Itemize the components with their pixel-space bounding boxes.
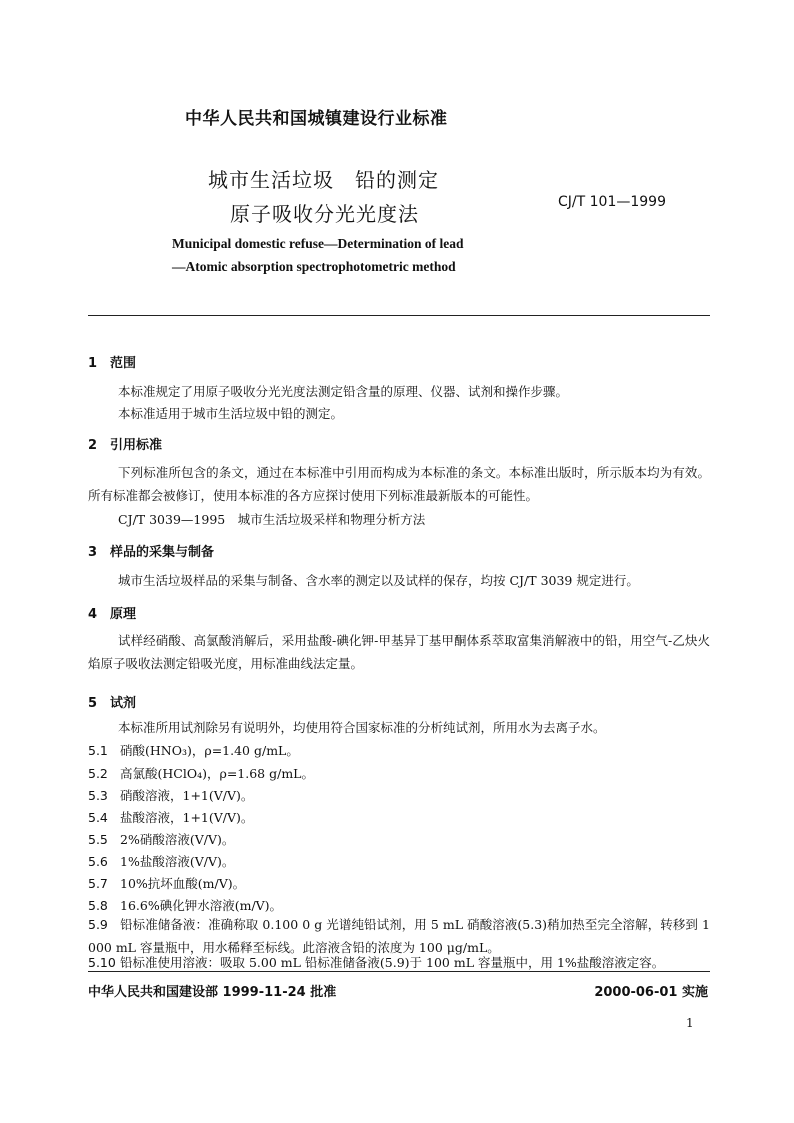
implementation-date: 2000-06-01 实施: [594, 985, 708, 1000]
reagent-number: 5.4: [88, 810, 108, 825]
section-number: 2: [88, 438, 98, 453]
section-heading-2: [88, 434, 162, 453]
reagent-number: 5.10: [88, 955, 116, 970]
reagent-item: [88, 830, 234, 848]
section-title: 引用标准: [110, 438, 163, 453]
section-title: 原理: [110, 607, 137, 622]
reagent-number: 5.9: [88, 917, 108, 932]
reagent-text: 盐酸溶液，1+1(V/V)。: [120, 810, 254, 825]
english-title-line-1: Municipal domestic refuse—Determination of lead: [172, 236, 464, 251]
title-line-1: 城市生活垃圾 铅的测定: [208, 168, 439, 192]
section-5-paragraph: 本标准所用试剂除另有说明外，均使用符合国家标准的分析纯试剂，所用水为去离子水。: [118, 720, 606, 735]
reagent-item: [88, 852, 234, 870]
reagent-text: 硝酸(HNO₃)，ρ=1.40 g/mL。: [120, 743, 299, 758]
footer-divider: [88, 971, 710, 972]
section-2-paragraph: 下列标准所包含的条文，通过在本标准中引用而构成为本标准的条文。本标准出版时，所示版本均为有效。所有标准都会被修订，使用本标准的各方应探讨使用下列标准最新版本的可能性。: [88, 465, 710, 503]
reagent-text: 铅标准储备液：准确称取 0.100 0 g 光谱纯铅试剂，用 5 mL 硝酸溶液(5.3)稍加热至完全溶解，转移到 1 000 mL 容量瓶中，用水稀释至标线。此溶液含铅的浓度为 100 μg/mL。: [88, 917, 710, 955]
section-number: 1: [88, 356, 98, 371]
reagent-number: 5.2: [88, 766, 108, 781]
reagent-text: 高氯酸(HClO₄)，ρ=1.68 g/mL。: [120, 766, 314, 781]
reagent-number: 5.5: [88, 832, 108, 847]
reagent-number: 5.1: [88, 743, 108, 758]
reagent-text: 硝酸溶液，1+1(V/V)。: [120, 788, 254, 803]
english-title-line-2: —Atomic absorption spectrophotometric method: [172, 259, 456, 274]
reagent-item: [88, 808, 253, 826]
reagent-text: 1%盐酸溶液(V/V)。: [120, 854, 235, 869]
section-number: 4: [88, 607, 98, 622]
section-title: 范围: [110, 356, 137, 371]
reagent-text: 2%硝酸溶液(V/V)。: [120, 832, 235, 847]
section-4-paragraph: 试样经硝酸、高氯酸消解后，采用盐酸-碘化钾-甲基异丁基甲酮体系萃取富集消解液中的铅，用空气-乙炔火焰原子吸收法测定铅吸光度，用标准曲线法定量。: [88, 633, 710, 671]
header-divider: [88, 315, 710, 316]
section-title: 样品的采集与制备: [110, 545, 215, 560]
issuing-organization: 中华人民共和国城镇建设行业标准: [185, 109, 448, 129]
section-heading-5: [88, 692, 136, 711]
reagent-item: [88, 874, 245, 892]
reagent-item: [88, 764, 314, 782]
reagent-item: [88, 786, 253, 804]
reagent-item: [88, 896, 282, 914]
reagent-number: 5.3: [88, 788, 108, 803]
approval-line: 中华人民共和国建设部 1999-11-24 批准: [88, 985, 337, 1000]
reagent-item: [88, 741, 299, 759]
reagent-item: [88, 953, 664, 971]
section-heading-4: [88, 603, 136, 622]
page-number: 1: [686, 1016, 694, 1030]
section-heading-3: [88, 541, 214, 560]
title-line-2: 原子吸收分光光度法: [230, 202, 419, 226]
section-1-paragraph-1: 本标准规定了用原子吸收分光光度法测定铅含量的原理、仪器、试剂和操作步骤。: [118, 384, 569, 399]
section-title: 试剂: [110, 696, 137, 711]
section-number: 5: [88, 696, 98, 711]
reagent-number: 5.6: [88, 854, 108, 869]
reagent-text: 10%抗坏血酸(m/V)。: [120, 876, 246, 891]
reagent-text: 16.6%碘化钾水溶液(m/V)。: [120, 898, 283, 913]
referenced-standard: CJ/T 3039—1995 城市生活垃圾采样和物理分析方法: [118, 512, 426, 527]
section-heading-1: [88, 352, 136, 371]
section-1-paragraph-2: 本标准适用于城市生活垃圾中铅的测定。: [118, 406, 344, 421]
reagent-number: 5.7: [88, 876, 108, 891]
reagent-number: 5.8: [88, 898, 108, 913]
standard-number: CJ/T 101—1999: [558, 194, 666, 210]
reagent-text: 铅标准使用溶液：吸取 5.00 mL 铅标准储备液(5.9)于 100 mL 容量瓶中，用 1%盐酸溶液定容。: [120, 955, 665, 970]
section-3-paragraph: 城市生活垃圾样品的采集与制备、含水率的测定以及试样的保存，均按 CJ/T 3039 规定进行。: [118, 573, 639, 588]
section-number: 3: [88, 545, 98, 560]
